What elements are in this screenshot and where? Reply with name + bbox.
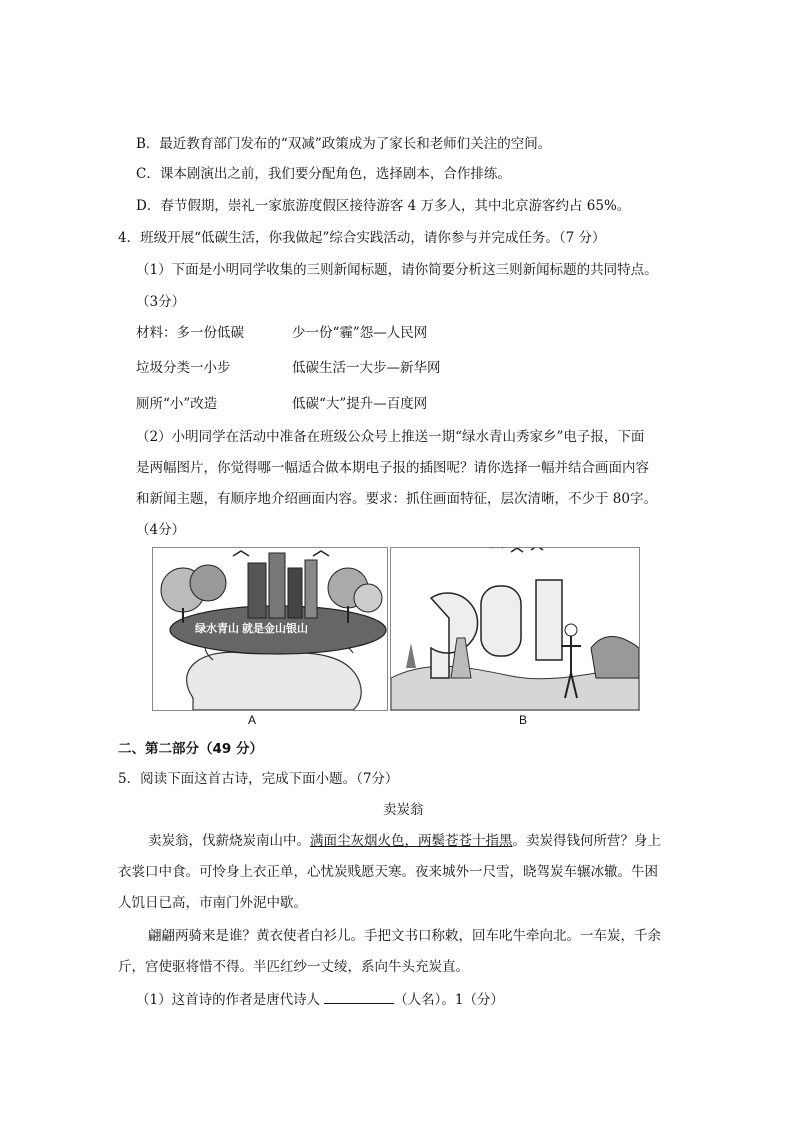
- poem-title: 卖炭翁: [383, 802, 424, 818]
- figure-b-drawing: [391, 548, 639, 710]
- poem-line-4: 翩翩两骑来是谁？黄衣使者白衫儿。手把文书口称敕，回车叱牛牵向北。一车炭，千余: [148, 928, 661, 944]
- q4-part2-line4: （4分）: [136, 522, 186, 538]
- poem-line-3: 人饥日已高，市南门外泥中歇。: [118, 895, 307, 911]
- q4-part1-line1: （1）下面是小明同学收集的三则新闻标题，请你简要分析这三则新闻标题的共同特点。: [136, 262, 658, 278]
- q4-part1-line2: （3分）: [136, 294, 186, 310]
- sub-1-prompt: （1）这首诗的作者是唐代诗人: [136, 992, 321, 1008]
- poem-line-1: [148, 831, 661, 851]
- q4-part2-line2: 是两幅图片，你觉得哪一幅适合做本期电子报的插图呢？请你选择一幅并结合画面内容: [136, 460, 649, 476]
- sub-1-suffix: （人名）。1（分）: [394, 992, 504, 1008]
- option-b: B．最近教育部门发布的“双减”政策成为了家长和老师们关注的空间。: [136, 136, 552, 152]
- figure-a-illustration: [152, 547, 388, 711]
- figure-b-illustration: [390, 547, 640, 711]
- poem-line-5: 斤，宫使驱将惜不得。半匹红纱一丈绫，系向牛头充炭直。: [118, 959, 469, 975]
- figure-a-banner: 绿水青山 就是金山银山: [195, 623, 309, 635]
- q4-part2-line1: （2）小明同学在活动中准备在班级公众号上推送一期“绿水青山秀家乡”电子报，下面: [136, 429, 645, 445]
- poem-line-1-start: 卖炭翁，伐薪烧炭南山中。: [148, 833, 310, 849]
- question-4-stem: 4．班级开展“低碳生活，你我做起”综合实践活动，请你参与并完成任务。（7 分）: [118, 230, 606, 246]
- q4-part2-line3: 和新闻主题，有顺序地介绍画面内容。要求：抓住画面特征，层次清晰，不少于 80字。: [136, 491, 657, 507]
- option-c: C．课本剧演出之前，我们要分配角色，选择剧本，合作排练。: [136, 166, 511, 182]
- option-d: D．春节假期，崇礼一家旅游度假区接待游客 4 万多人，其中北京游客约占 65%。: [136, 198, 631, 214]
- part-2-heading: 二、第二部分（49 分）: [118, 741, 263, 757]
- material-3-left: 厕所“小”改造: [136, 396, 218, 412]
- question-5-stem: 5．阅读下面这首古诗，完成下面小题。（7分）: [118, 771, 399, 787]
- poem-underlined-phrase: 满面尘灰烟火色，两鬓苍苍十指黑: [310, 833, 513, 849]
- poem-line-2: 衣裳口中食。可怜身上衣正单，心忧炭贱愿天寒。夜来城外一尺雪，晓驾炭车辗冰辙。牛困: [118, 864, 658, 880]
- material-2-right: 低碳生活一大步—新华网: [292, 360, 441, 376]
- material-3-right: 低碳“大”提升—百度网: [292, 396, 428, 412]
- answer-blank[interactable]: [324, 989, 394, 1004]
- material-1-left: 材料：多一份低碳: [136, 325, 244, 341]
- material-2-left: 垃圾分类一小步: [136, 360, 231, 376]
- question-5-sub-1: [136, 989, 504, 1010]
- figure-a-caption: A: [248, 713, 257, 727]
- poem-line-1-end: 。卖炭得钱何所营？身上: [512, 833, 661, 849]
- material-1-right: 少一份“霾”怨—人民网: [292, 325, 428, 341]
- figure-b-caption: B: [519, 713, 528, 727]
